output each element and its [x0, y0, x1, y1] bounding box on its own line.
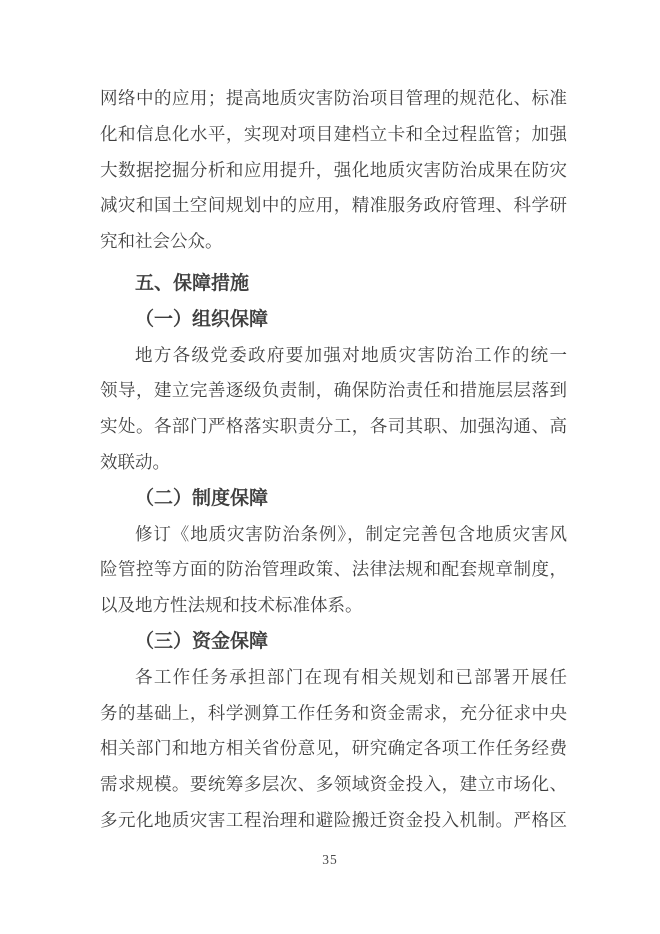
section-heading: 五、保障措施	[135, 272, 250, 294]
body-text-line: 险管控等方面的防治管理政策、法律法规和配套规章制度，	[100, 559, 567, 580]
body-text-line: 以及地方性法规和技术标准体系。	[100, 595, 363, 616]
body-text-line: 减灾和国土空间规划中的应用，精准服务政府管理、科学研	[100, 195, 567, 216]
body-text-line: 务的基础上，科学测算工作任务和资金需求，充分征求中央	[100, 702, 567, 723]
page-body	[100, 81, 567, 839]
body-text-line: 多元化地质灾害工程治理和避险搬迁资金投入机制。严格区	[100, 809, 567, 830]
body-text-line: 地方各级党委政府要加强对地质灾害防治工作的统一	[135, 344, 567, 365]
body-text-line: 网络中的应用；提高地质灾害防治项目管理的规范化、标准	[100, 88, 567, 108]
body-text-line: 效联动。	[100, 451, 170, 472]
body-text-line: 需求规模。要统筹多层次、多领域资金投入，建立市场化、	[100, 774, 567, 795]
section-heading: （三）资金保障	[135, 630, 269, 652]
body-text-line: 究和社会公众。	[100, 231, 223, 252]
body-text-line: 修订《地质灾害防治条例》，制定完善包含地质灾害风	[135, 523, 567, 544]
body-text-line: 领导，建立完善逐级负责制，确保防治责任和措施层层落到	[100, 380, 567, 401]
page-number: 35	[322, 852, 338, 867]
section-heading: （一）组织保障	[135, 308, 269, 330]
body-text-line: 各工作任务承担部门在现有相关规划和已部署开展任	[135, 666, 567, 687]
body-text-line: 相关部门和地方相关省份意见，研究确定各项工作任务经费	[100, 738, 567, 759]
body-text-line: 大数据挖掘分析和应用提升，强化地质灾害防治成果在防灾	[100, 159, 567, 180]
section-heading: （二）制度保障	[135, 487, 269, 509]
body-text-line: 实处。各部门严格落实职责分工，各司其职、加强沟通、高	[100, 416, 567, 437]
body-text-line: 化和信息化水平，实现对项目建档立卡和全过程监管；加强	[100, 123, 567, 144]
